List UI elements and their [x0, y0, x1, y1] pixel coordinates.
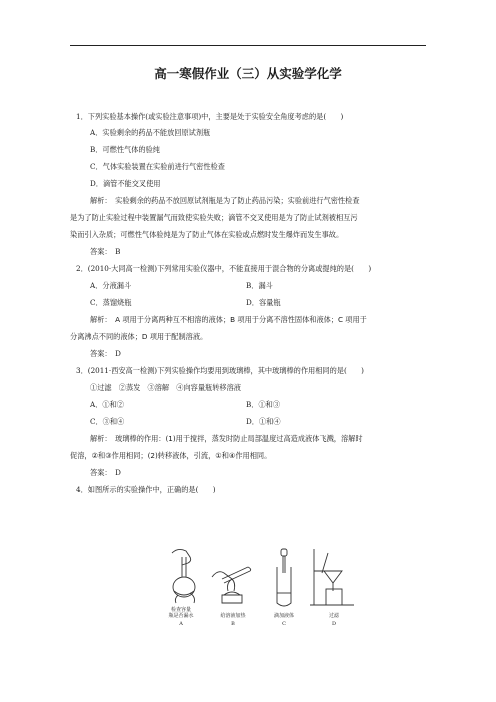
- figure-a-caption-line1: 检查容量: [170, 607, 191, 613]
- q3-option-c: C．③和④: [90, 417, 125, 426]
- test-tube-heating-illustration: [208, 555, 258, 605]
- q2-explanation-line1: 解析： A 项用于分离两种互不相溶的液体；B 项用于分离不溶性固体和液体；C 项用于: [90, 315, 367, 324]
- q1-answer: 答案： B: [90, 247, 121, 256]
- figure-a-letter: A: [179, 621, 183, 627]
- header-rule: [70, 45, 426, 46]
- q2-option-d: D．容量瓶: [246, 298, 281, 307]
- q3-option-a: A．①和②: [90, 400, 124, 409]
- q1-option-a: A．实验剩余的药品不能放回原试剂瓶: [90, 128, 211, 137]
- figure-d-letter: D: [331, 621, 336, 627]
- q2-option-a: A．分液漏斗: [90, 281, 132, 290]
- q3-items: ①过滤 ②蒸发 ③溶解 ④向容量瓶转移溶液: [90, 383, 241, 392]
- q4-figure: [150, 547, 360, 637]
- q1-option-b: B．可燃性气体的验纯: [90, 145, 160, 154]
- volumetric-flask-illustration: [160, 547, 202, 605]
- q2-explanation-line2: 分离沸点不同的液体；D 项用于配制溶液。: [70, 332, 208, 341]
- q3-option-b: B．①和③: [246, 400, 281, 409]
- q1-explanation-line1: 解析： 实验剩余的药品不放回原试剂瓶是为了防止药品污染；实验前进行气密性检查: [90, 196, 360, 205]
- figure-c-caption: 滴加液体: [273, 613, 294, 619]
- q1-option-d: D．滴管不能交叉使用: [90, 179, 161, 188]
- q1-explanation-line3: 染而引入杂质；可燃性气体验纯是为了防止气体在实验或点燃时发生爆炸而发生事故。: [70, 230, 344, 239]
- q1-option-c: C．气体实验装置在实验前进行气密性检查: [90, 162, 225, 171]
- figure-d-caption: 过滤: [328, 613, 339, 619]
- q3-explanation-line1: 解析： 玻璃棒的作用：(1)用于搅拌，蒸发时防止局部温度过高造成液体飞溅，溶解时: [90, 434, 363, 443]
- page-title: 高一寒假作业（三）从实验学化学: [154, 66, 342, 81]
- q3-explanation-line2: 促溶，②和③作用相同；(2)转移液体，引流，①和④作用相同。: [70, 451, 272, 460]
- q3-answer: 答案： D: [90, 468, 121, 477]
- q2-answer: 答案： D: [90, 349, 121, 358]
- figure-b-letter: B: [231, 621, 235, 627]
- figure-c-letter: C: [282, 621, 286, 627]
- figure-a-caption-line2: 瓶是否漏水: [168, 613, 194, 619]
- dropper-test-tube-illustration: [270, 547, 298, 609]
- q2-option-c: C．蒸馏烧瓶: [90, 298, 132, 307]
- q1-explanation-line2: 是为了防止实验过程中装置漏气而致使实验失败；滴管不交叉使用是为了防止试剂被相互污: [70, 213, 358, 222]
- q1-stem: 1．下列实验基本操作(或实验注意事项)中，主要是处于实验安全角度考虑的是( ): [76, 112, 344, 121]
- filtration-illustration: [308, 547, 358, 609]
- q3-stem: 3．(2011·西安高一检测)下列实验操作均要用到玻璃棒，其中玻璃棒的作用相同的是( ): [76, 366, 364, 375]
- q2-option-b: B．漏斗: [246, 281, 273, 290]
- figure-b-caption: 给溶液加热: [220, 613, 246, 619]
- q3-option-d: D．①和④: [246, 417, 281, 426]
- q2-stem: 2．(2010·大同高一检测)下列常用实验仪器中，不能直接用于混合物的分离或提纯的是( ): [76, 264, 372, 273]
- q4-stem: 4．如图所示的实验操作中，正确的是( ): [76, 485, 216, 494]
